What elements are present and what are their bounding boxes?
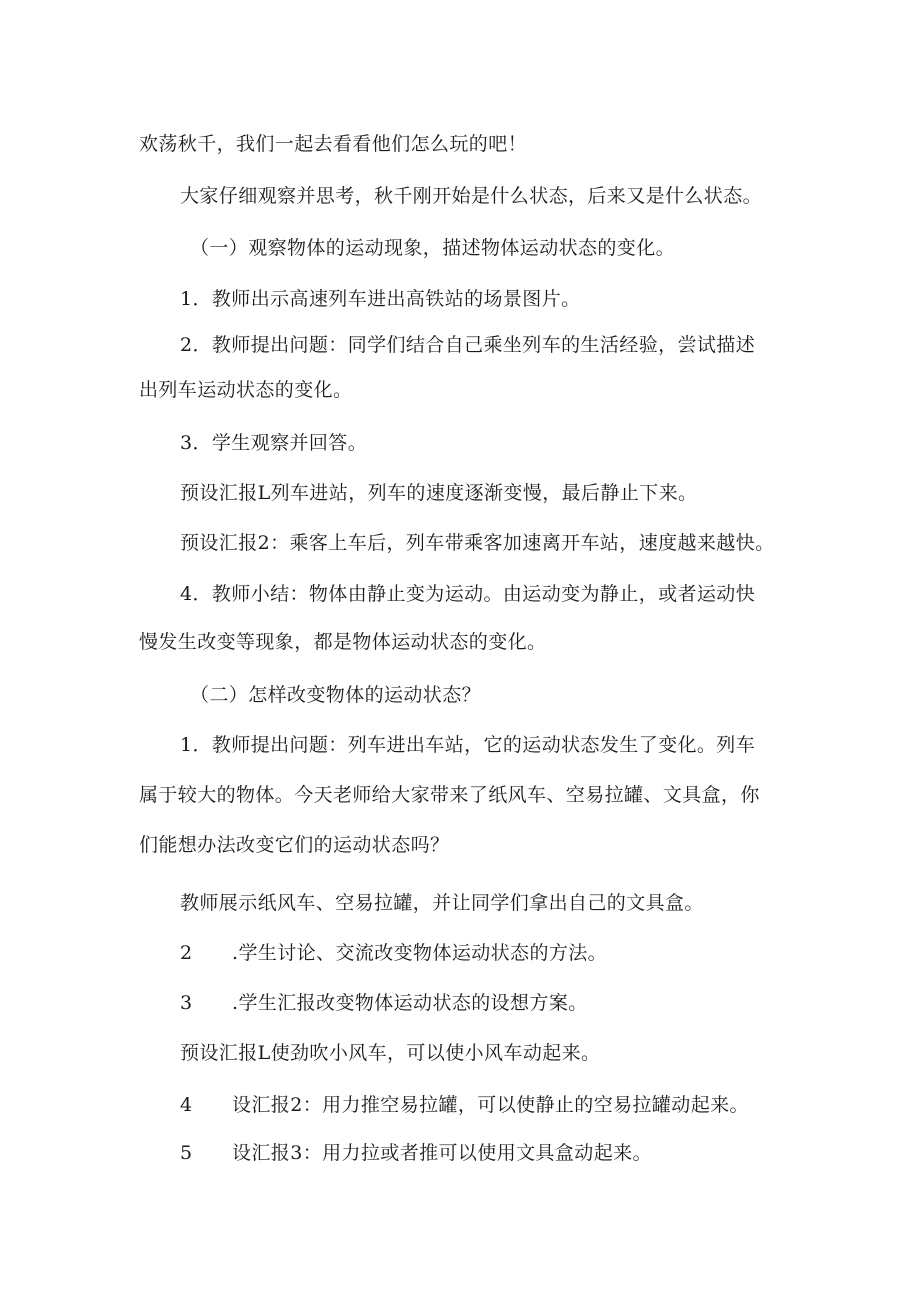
line-text: 设汇报3：用力拉或者推可以使用文具盒动起来。 xyxy=(232,1142,652,1164)
line-text: .学生讨论、交流改变物体运动状态的方法。 xyxy=(232,942,608,964)
line-number: 3 xyxy=(180,992,193,1014)
line-number: 4 xyxy=(180,1094,193,1116)
numbered-line xyxy=(180,990,588,1016)
paragraph-line: 属于较大的物体。今天老师给大家带来了纸风车、空易拉罐、文具盒，你 xyxy=(139,784,760,806)
paragraph-line: 1．教师提出问题：列车进出车站，它的运动状态发生了变化。列车 xyxy=(180,734,756,756)
paragraph-line: 3．学生观察并回答。 xyxy=(180,432,368,454)
paragraph-line: 教师展示纸风车、空易拉罐，并让同学们拿出自己的文具盒。 xyxy=(180,892,704,914)
numbered-line xyxy=(180,1092,749,1118)
paragraph-line: 欢荡秋千，我们一起去看看他们怎么玩的吧！ xyxy=(139,133,528,155)
paragraph-line: 慢发生改变等现象，都是物体运动状态的变化。 xyxy=(139,631,547,653)
line-text: 设汇报2：用力推空易拉罐，可以使静止的空易拉罐动起来。 xyxy=(232,1094,749,1116)
paragraph-line: 2．教师提出问题：同学们结合自己乘坐列车的生活经验，尝试描述 xyxy=(180,334,756,356)
section-heading: （一）观察物体的运动现象，描述物体运动状态的变化。 xyxy=(190,237,676,259)
line-number: 2 xyxy=(180,942,193,964)
paragraph-line: 们能想办法改变它们的运动状态吗？ xyxy=(139,834,450,856)
paragraph-line: 大家仔细观察并思考，秋千刚开始是什么状态，后来又是什么状态。 xyxy=(180,185,763,207)
section-heading: （二）怎样改变物体的运动状态？ xyxy=(190,684,482,706)
paragraph-line: 1．教师出示高速列车进出高铁站的场景图片。 xyxy=(180,288,581,310)
paragraph-line: 4．教师小结：物体由静止变为运动。由运动变为静止，或者运动快 xyxy=(180,583,756,605)
line-number: 5 xyxy=(180,1142,193,1164)
paragraph-line: 预设汇报L列车进站，列车的速度逐渐变慢，最后静止下来。 xyxy=(180,482,698,504)
paragraph-line: 预设汇报2：乘客上车后，列车带乘客加速离开车站，速度越来越快。 xyxy=(180,532,775,554)
line-text: .学生汇报改变物体运动状态的设想方案。 xyxy=(232,992,588,1014)
paragraph-line: 预设汇报L使劲吹小风车，可以使小风车动起来。 xyxy=(180,1042,601,1064)
paragraph-line: 出列车运动状态的变化。 xyxy=(139,379,353,401)
numbered-line xyxy=(180,1140,652,1166)
numbered-line xyxy=(180,940,607,966)
